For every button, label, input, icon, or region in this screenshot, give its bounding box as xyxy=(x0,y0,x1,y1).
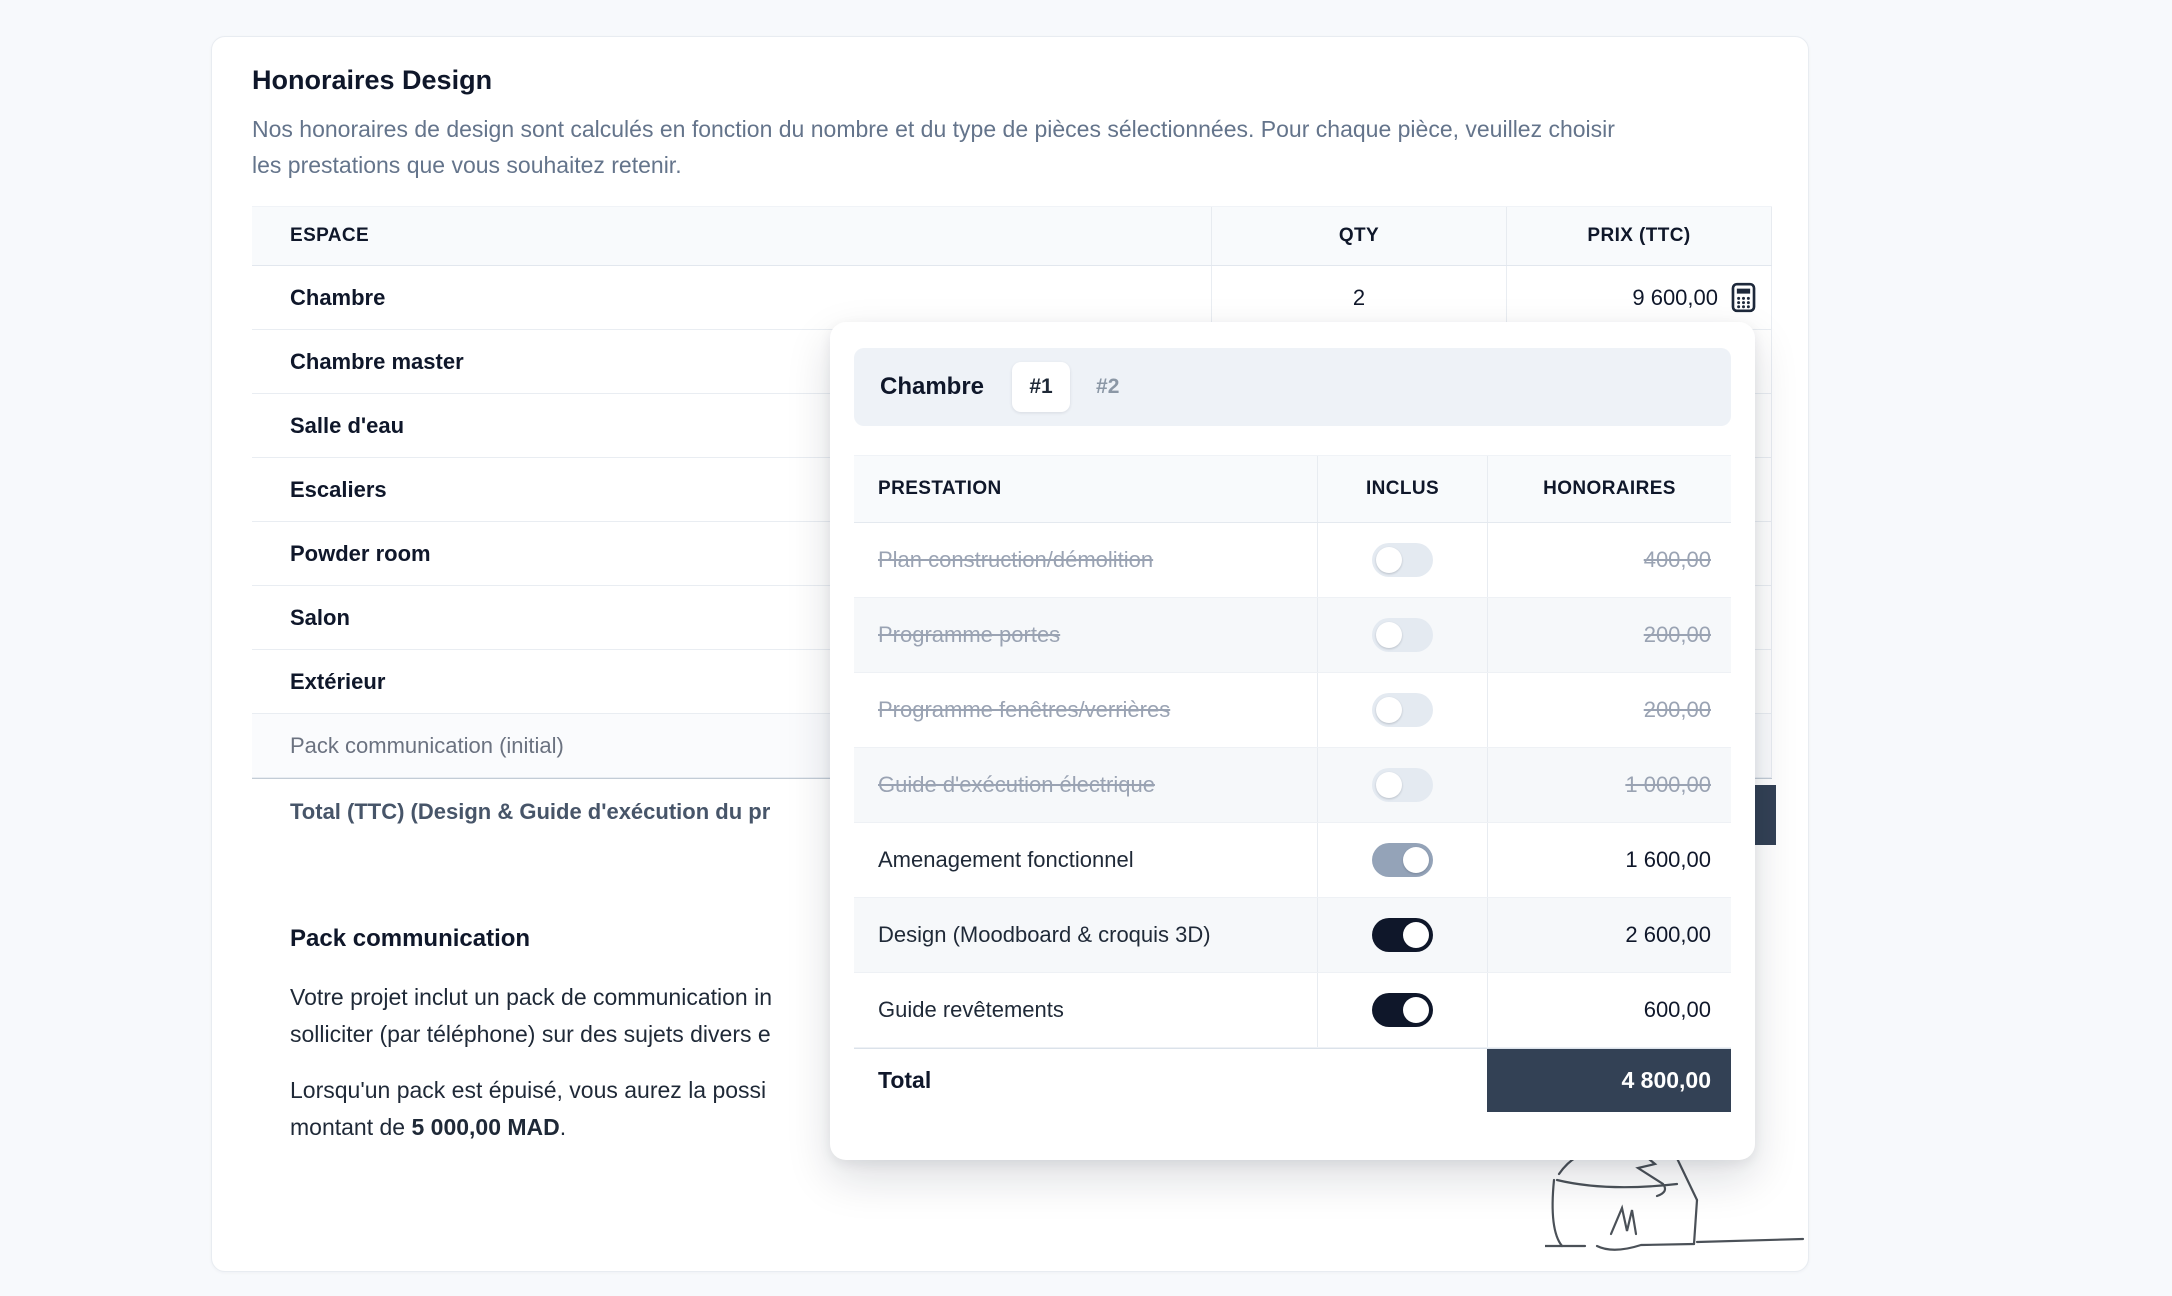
prestation-label: Programme fenêtres/verrières xyxy=(878,697,1171,722)
espace-name: Chambre xyxy=(290,284,386,310)
pack-paragraph-2 xyxy=(290,1072,766,1146)
prestation-price: 400,00 xyxy=(1487,523,1731,597)
pack-amount: 5 000,00 MAD xyxy=(411,1114,560,1140)
card-description xyxy=(252,111,1615,183)
prestations-table-header xyxy=(854,455,1731,523)
pack-communication-title: Pack communication xyxy=(290,925,531,952)
prestation-row-programme-portes xyxy=(854,598,1731,673)
prestation-price: 200,00 xyxy=(1487,673,1731,747)
espace-name: Escaliers xyxy=(290,476,387,502)
toggle-guide-revetements[interactable] xyxy=(1372,993,1433,1027)
prestation-row-guide-revetements xyxy=(854,973,1731,1048)
description-line-2: les prestations que vous souhaitez retenir. xyxy=(252,152,682,178)
toggle-programme-fenetres[interactable] xyxy=(1372,693,1433,727)
table-row-chambre[interactable] xyxy=(252,266,1772,330)
pack-para1-line2: solliciter (par téléphone) sur des sujets divers e xyxy=(290,1021,771,1047)
espace-name: Pack communication (initial) xyxy=(290,732,564,758)
column-header-espace: ESPACE xyxy=(290,225,370,246)
tab-1[interactable]: #1 xyxy=(1012,362,1070,412)
espace-total-label: Total (TTC) (Design & Guide d'exécution du pr xyxy=(290,798,771,824)
espace-name: Chambre master xyxy=(290,348,464,374)
prestation-label: Amenagement fonctionnel xyxy=(878,847,1134,872)
prestation-price: 200,00 xyxy=(1487,598,1731,672)
column-header-prix: PRIX (TTC) xyxy=(1506,207,1772,265)
espace-table-header xyxy=(252,206,1772,266)
prestation-price: 1 000,00 xyxy=(1487,748,1731,822)
prestation-price: 1 600,00 xyxy=(1487,823,1731,897)
page-title: Honoraires Design xyxy=(252,65,493,95)
toggle-plan-construction[interactable] xyxy=(1372,543,1433,577)
pack-para2-line1: Lorsqu'un pack est épuisé, vous aurez la possi xyxy=(290,1077,767,1103)
popover-header xyxy=(854,348,1731,426)
espace-name: Powder room xyxy=(290,540,431,566)
espace-name: Salon xyxy=(290,604,350,630)
prestation-label: Guide d'exécution électrique xyxy=(878,772,1155,797)
calculator-icon[interactable] xyxy=(1730,282,1757,313)
pack-paragraph-1 xyxy=(290,979,772,1053)
column-header-inclus: INCLUS xyxy=(1317,456,1487,522)
prestation-label: Guide revêtements xyxy=(878,997,1064,1022)
prestation-label: Plan construction/démolition xyxy=(878,547,1154,572)
prestation-row-design-moodboard xyxy=(854,898,1731,973)
pack-para2-line2: montant de 5 000,00 MAD. xyxy=(290,1114,567,1140)
espace-price: 9 600,00 xyxy=(1632,284,1718,310)
espace-qty: 2 xyxy=(1211,266,1506,329)
prestation-row-programme-fenetres xyxy=(854,673,1731,748)
prestation-price: 600,00 xyxy=(1487,973,1731,1047)
prestations-table xyxy=(854,455,1731,1112)
toggle-programme-portes[interactable] xyxy=(1372,618,1433,652)
description-line-1: Nos honoraires de design sont calculés en fonction du nombre et du type de pièces sélectionnées. Pour chaque pièce, veuillez choisir xyxy=(252,116,1615,142)
espace-name: Salle d'eau xyxy=(290,412,405,438)
column-header-prestation: PRESTATION xyxy=(878,478,1002,499)
popover-total-label: Total xyxy=(878,1067,932,1093)
espace-price-cell xyxy=(1506,266,1772,329)
popover-total-row xyxy=(854,1048,1731,1112)
column-header-honoraires: HONORAIRES xyxy=(1487,456,1731,522)
column-header-qty: QTY xyxy=(1211,207,1506,265)
toggle-amenagement[interactable] xyxy=(1372,843,1433,877)
prestation-label: Design (Moodboard & croquis 3D) xyxy=(878,922,1211,947)
espace-name: Extérieur xyxy=(290,668,386,694)
tab-2[interactable]: #2 xyxy=(1096,375,1120,398)
prestation-row-amenagement xyxy=(854,823,1731,898)
popover-space-name: Chambre xyxy=(880,373,985,400)
prestation-price: 2 600,00 xyxy=(1487,898,1731,972)
pack-para1-line1: Votre projet inclut un pack de communication in xyxy=(290,984,772,1010)
prestation-row-plan-construction xyxy=(854,523,1731,598)
toggle-design-moodboard[interactable] xyxy=(1372,918,1433,952)
popover-total-value: 4 800,00 xyxy=(1487,1049,1731,1112)
prestation-row-guide-electrique xyxy=(854,748,1731,823)
prestation-label: Programme portes xyxy=(878,622,1061,647)
toggle-guide-electrique[interactable] xyxy=(1372,768,1433,802)
chambre-prestations-popover xyxy=(830,322,1755,1160)
